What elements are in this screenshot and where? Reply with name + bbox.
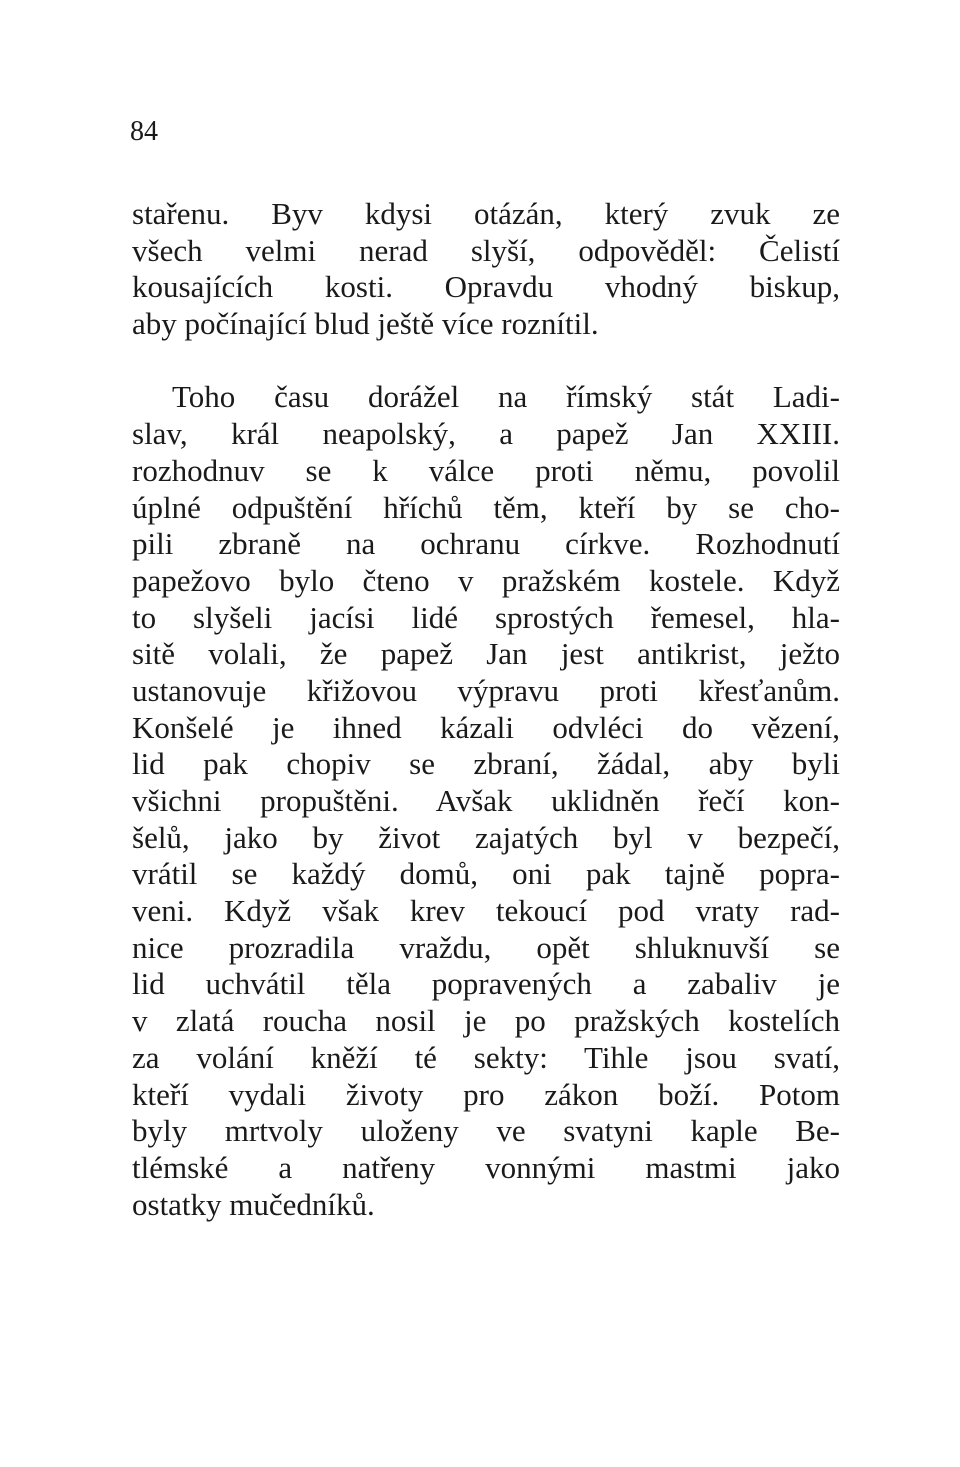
text-line: ustanovuje křižovou výpravu proti křesťanům.: [132, 672, 840, 708]
text-line: tlémské a natřeny vonnými mastmi jako: [132, 1149, 840, 1185]
text-line: nice prozradila vraždu, opět shluknuvší se: [132, 929, 840, 965]
text-line: stařenu. Byv kdysi otázán, který zvuk ze: [132, 196, 840, 231]
paragraph-2: [132, 379, 840, 1223]
text-line: Toho času dorážel na římský stát Ladi-: [172, 379, 840, 415]
page-number: 84: [130, 116, 158, 147]
text-line: kteří vydali životy pro zákon boží. Potom: [132, 1076, 840, 1112]
paragraph-1: [132, 196, 840, 343]
text-line: vrátil se každý domů, oni pak tajně popra-: [132, 856, 840, 892]
text-line: pili zbraně na ochranu církve. Rozhodnutí: [132, 526, 840, 562]
text-line: kousajících kosti. Opravdu vhodný biskup,: [132, 269, 840, 305]
text-line: v zlatá roucha nosil je po pražských kostelích: [132, 1003, 840, 1039]
text-line: sitě volali, že papež Jan jest antikrist, ježto: [132, 636, 840, 672]
text-line: papežovo bylo čteno v pražském kostele. Když: [132, 562, 840, 598]
text-line: slav, král neapolský, a papež Jan XXIII.: [132, 416, 840, 452]
text-line: lid uchvátil těla popravených a zabaliv je: [132, 966, 840, 1002]
text-block: [132, 196, 840, 1223]
text-line: aby počínající blud ještě více roznítil.: [132, 306, 599, 342]
text-line: za volání kněží té sekty: Tihle jsou svatí,: [132, 1039, 840, 1075]
text-line: lid pak chopiv se zbraní, žádal, aby byli: [132, 746, 840, 782]
text-line: všichni propuštěni. Avšak uklidněn řečí kon-: [132, 783, 840, 818]
text-line: všech velmi nerad slyší, odpověděl: Čelistí: [132, 232, 840, 268]
text-line: rozhodnuv se k válce proti němu, povolil: [132, 452, 840, 488]
text-line: šelů, jako by život zajatých byl v bezpečí,: [132, 819, 840, 855]
text-line: byly mrtvoly uloženy ve svatyni kaple Be-: [132, 1113, 840, 1149]
text-line: Konšelé je ihned kázali odvléci do vězení,: [132, 709, 840, 745]
text-line: ostatky mučedníků.: [132, 1186, 375, 1222]
text-line: úplné odpuštění hříchů těm, kteří by se cho-: [132, 489, 840, 525]
paragraph-gap: [132, 343, 840, 380]
text-line: veni. Když však krev tekoucí pod vraty rad-: [132, 893, 840, 929]
text-line: to slyšeli jacísi lidé sprostých řemesel, hla-: [132, 599, 840, 635]
